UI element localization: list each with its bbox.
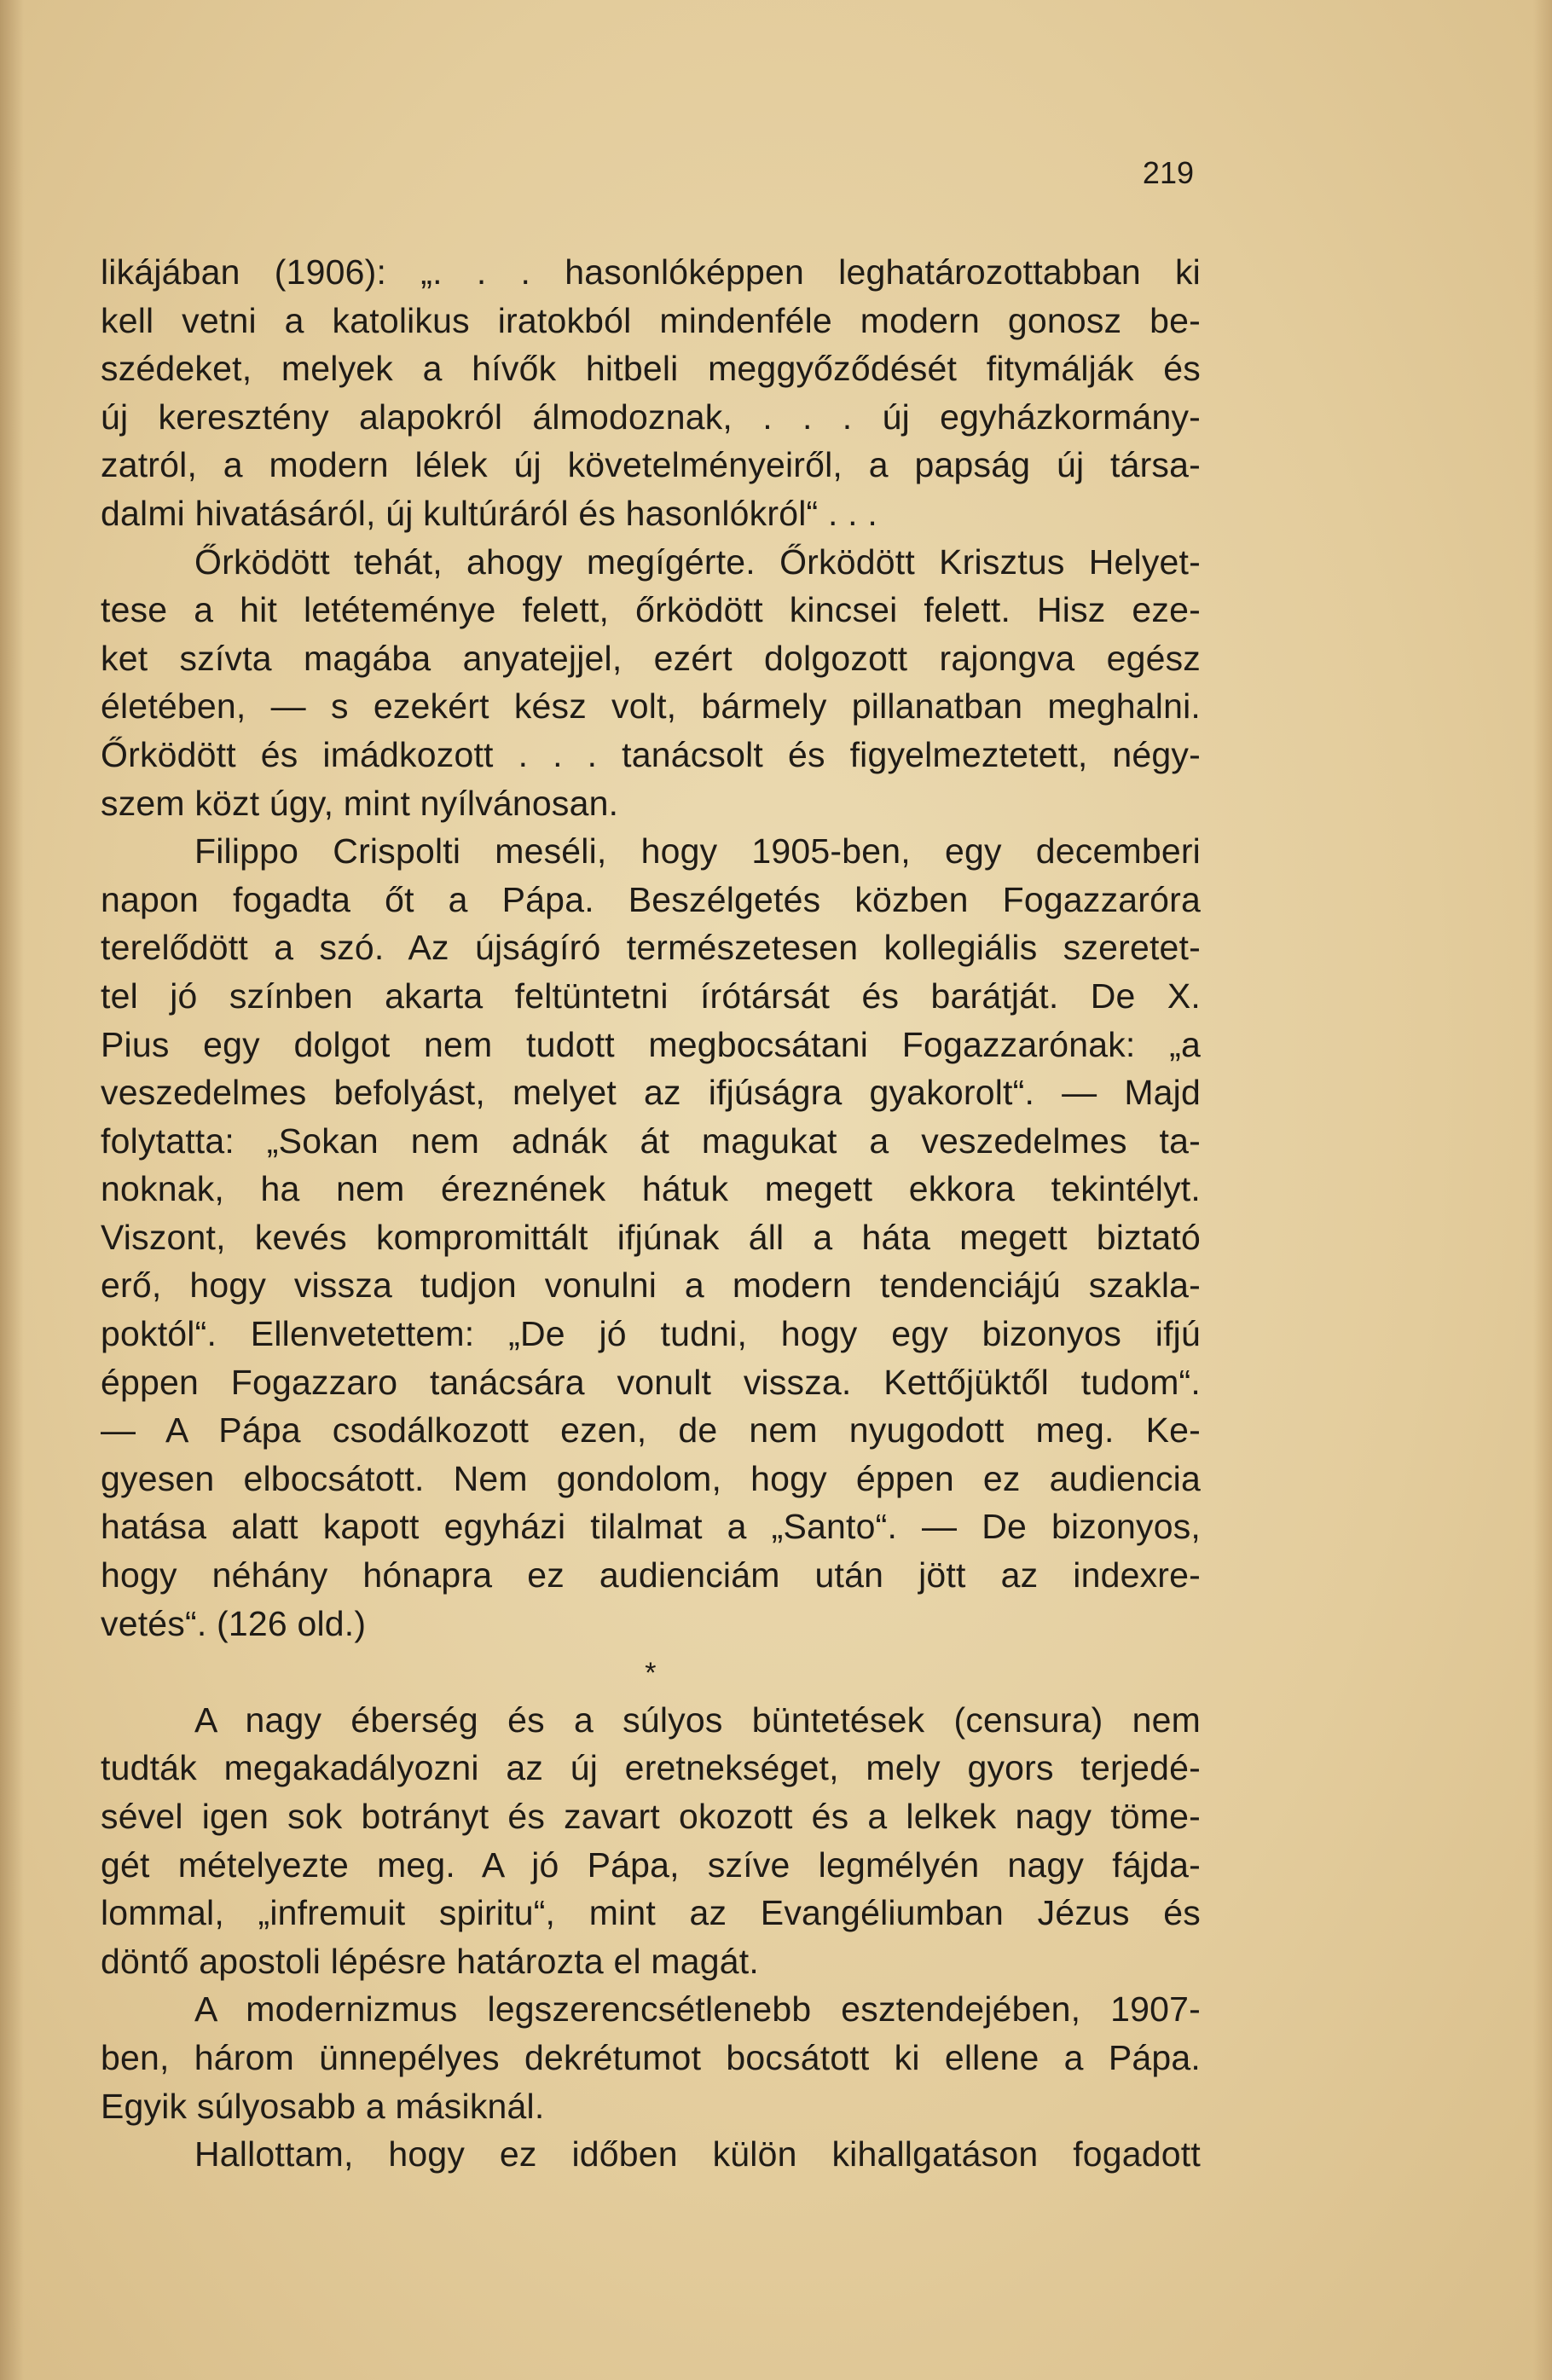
text-line: gét mételyezte meg. A jó Pápa, szíve legmélyén nagy fájda- <box>101 1844 1201 1885</box>
text-line: sével igen sok botrányt és zavart okozott és a lelkek nagy töme- <box>101 1797 1201 1836</box>
page-number: 219 <box>1142 155 1194 190</box>
text-line: tudták megakadályozni az új eretnekséget, mely gyors terjedé- <box>101 1748 1201 1788</box>
text-line: Egyik súlyosabb a másiknál. <box>101 2086 545 2126</box>
text-line: gyesen elbocsátott. Nem gondolom, hogy éppen ez audiencia <box>101 1458 1201 1498</box>
text-line: életében, — s ezekért kész volt, bármely pillanatban meghalni. <box>101 686 1201 727</box>
text-line: ket szívta magába anyatejjel, ezért dolgozott rajongva egész <box>101 638 1201 678</box>
text-line: A nagy éberség és a súlyos büntetések (censura) nem <box>194 1700 1201 1740</box>
text-line: zatról, a modern lélek új követelményeiről, a papság új társa- <box>101 445 1201 485</box>
text-line: dalmi hivatásáról, új kultúráról és hasonlókról“ . . . <box>101 493 877 533</box>
text-line: folytatta: „Sokan nem adnák át magukat a veszedelmes ta- <box>101 1121 1201 1161</box>
text-line: új keresztény alapokról álmodoznak, . . . új egyházkormány- <box>101 397 1201 437</box>
text-line: poktól“. Ellenvetettem: „De jó tudni, hogy egy bizonyos ifjú <box>101 1314 1201 1354</box>
text-line: napon fogadta őt a Pápa. Beszélgetés közben Fogazzaróra <box>101 879 1201 919</box>
body-text <box>101 248 1201 2179</box>
text-line: vetés“. (126 old.) <box>101 1603 367 1643</box>
text-line: veszedelmes befolyást, melyet az ifjúságra gyakorolt“. — Majd <box>101 1073 1201 1113</box>
text-line: hatása alatt kapott egyházi tilalmat a „Santo“. — De bizonyos, <box>101 1507 1201 1547</box>
text-line: erő, hogy vissza tudjon vonulni a modern tendenciájú szakla- <box>101 1265 1201 1306</box>
text-line: Pius egy dolgot nem tudott megbocsátani Fogazzarónak: „a <box>101 1024 1201 1064</box>
text-line: terelődött a szó. Az újságíró természetesen kollegiális szeretet- <box>101 928 1201 968</box>
text-line: hogy néhány hónapra ez audienciám után jött az indexre- <box>101 1555 1201 1595</box>
text-line: Filippo Crispolti meséli, hogy 1905-ben, egy decemberi <box>194 831 1201 872</box>
text-line: kell vetni a katolikus iratokból mindenféle modern gonosz be- <box>101 300 1201 340</box>
text-line: likájában (1906): „. . . hasonlóképpen leghatározottabban ki <box>101 252 1201 292</box>
text-line: döntő apostoli lépésre határozta el magát. <box>101 1941 759 1981</box>
text-line: A modernizmus legszerencsétlenebb esztendejében, 1907- <box>194 1989 1201 2030</box>
text-line: Őrködött tehát, ahogy megígérte. Őrködött Krisztus Helyet- <box>194 541 1201 582</box>
text-line: Viszont, kevés kompromittált ifjúnak áll a háta megett biztató <box>101 1217 1201 1257</box>
text-line: tese a hit letéteménye felett, őrködött kincsei felett. Hisz eze- <box>101 590 1201 630</box>
section-separator: * <box>645 1657 657 1690</box>
text-line: noknak, ha nem éreznének hátuk megett ekkora tekintélyt. <box>101 1169 1201 1209</box>
text-line: lommal, „infremuit spiritu“, mint az Evangéliumban Jézus és <box>101 1893 1201 1933</box>
text-line: Őrködött és imádkozott . . . tanácsolt és figyelmeztetett, négy- <box>101 734 1201 774</box>
text-line: — A Pápa csodálkozott ezen, de nem nyugodott meg. Ke- <box>101 1410 1201 1451</box>
text-line: éppen Fogazzaro tanácsára vonult vissza. Kettőjüktől tudom“. <box>101 1362 1201 1402</box>
text-line: tel jó színben akarta feltüntetni írótársát és barátját. De X. <box>101 976 1201 1016</box>
text-line: szem közt úgy, mint nyílvánosan. <box>101 783 619 823</box>
text-line: ben, három ünnepélyes dekrétumot bocsátott ki ellene a Pápa. <box>101 2037 1201 2077</box>
text-line: Hallottam, hogy ez időben külön kihallgatáson fogadott <box>194 2134 1201 2174</box>
text-line: szédeket, melyek a hívők hitbeli meggyőződését fitymálják és <box>101 349 1201 389</box>
